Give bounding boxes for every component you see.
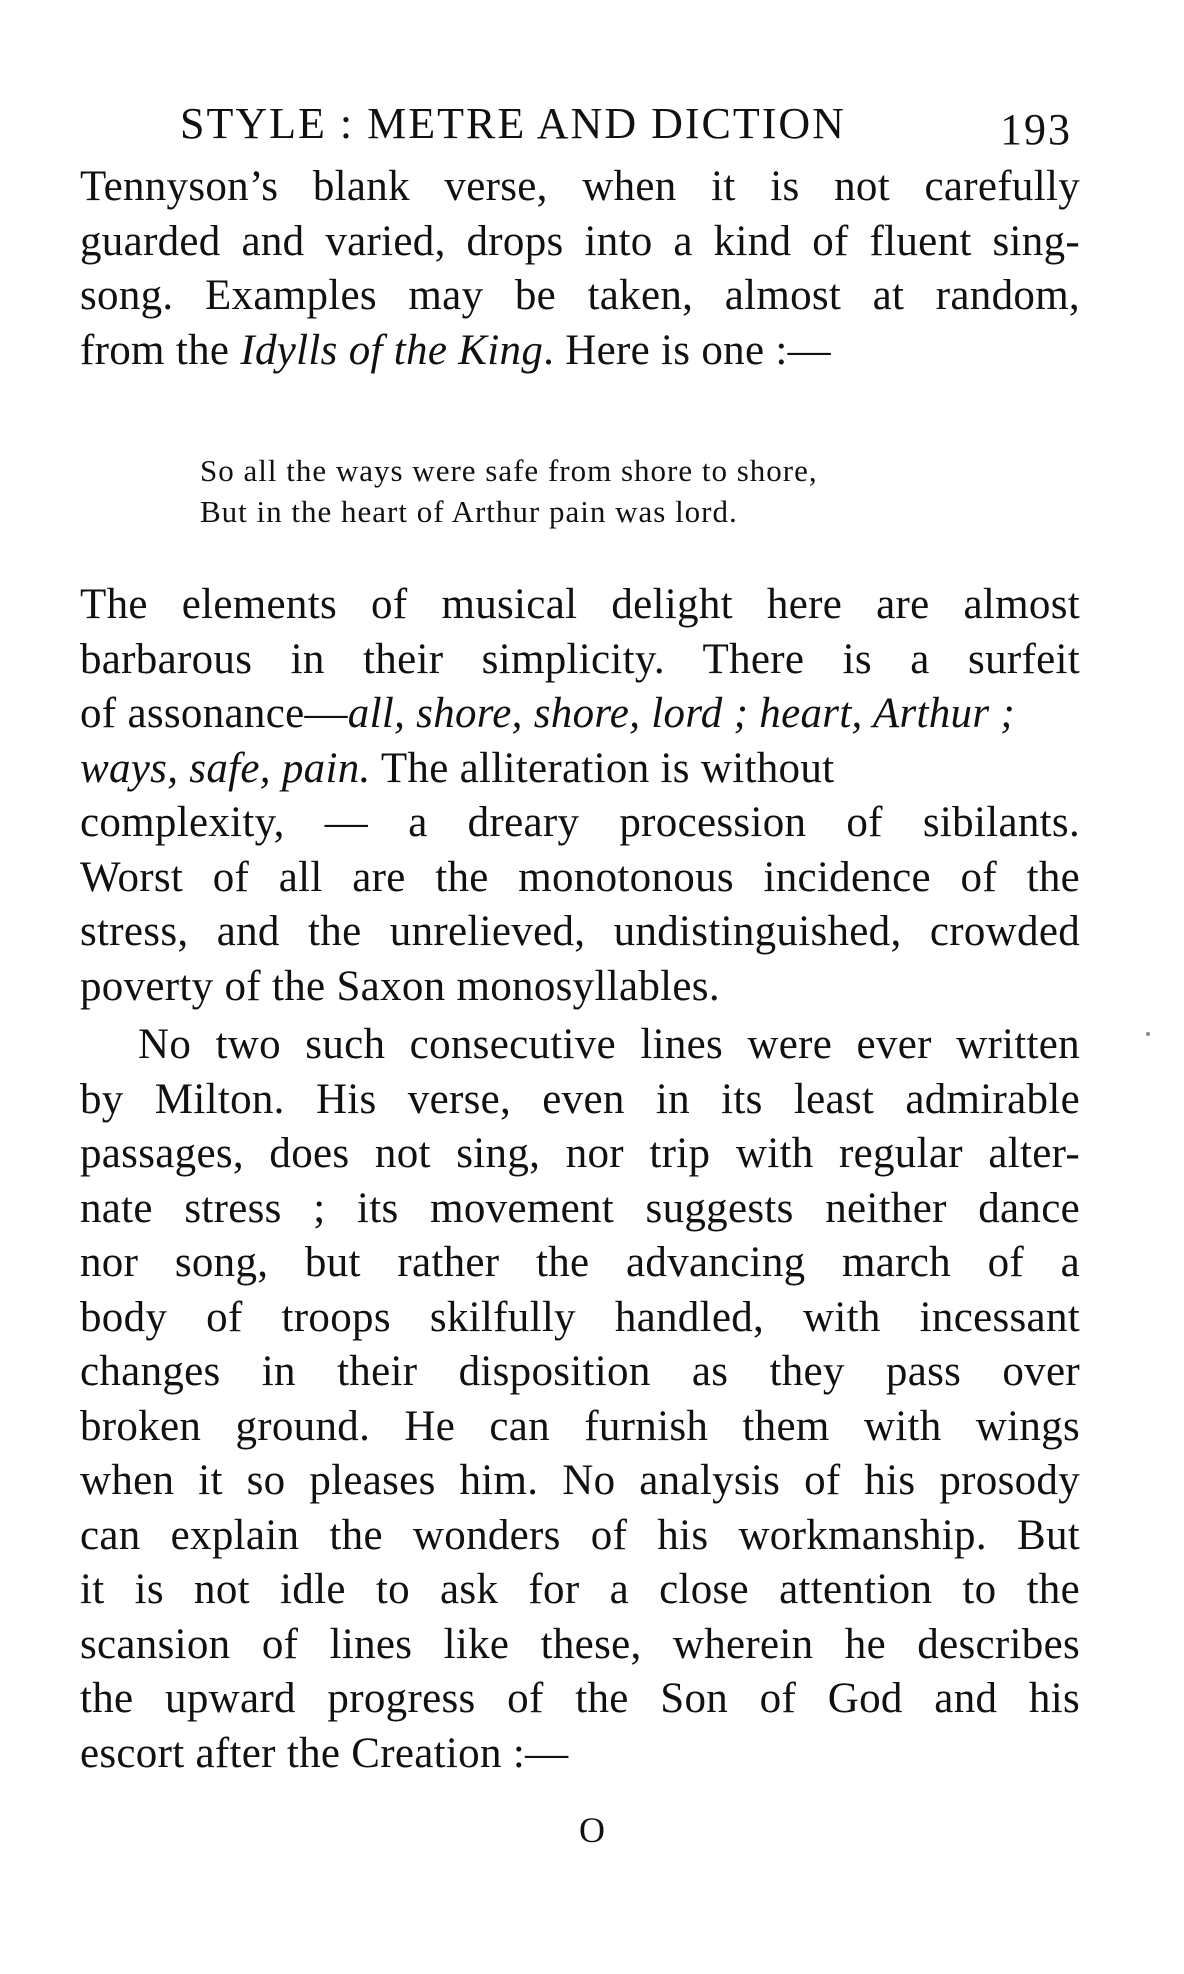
paragraph-analysis [80, 578, 1080, 1014]
book-title: Idylls of the King [240, 326, 544, 374]
text-line: complexity, — a dreary procession of sibilants. [80, 799, 1080, 846]
italic-examples: ways, safe, pain. [80, 744, 371, 792]
text-line: when it so pleases him. No analysis of his prosody [80, 1457, 1080, 1504]
paragraph-milton [80, 1018, 1080, 1781]
text-line: body of troops skilfully handled, with incessant [80, 1293, 1080, 1341]
italic-examples: all, shore, shore, lord ; heart, Arthur ; [347, 690, 1016, 737]
text-line: poverty of the Saxon monosyllables. [80, 962, 720, 1010]
text-line: Worst of all are the monotonous incidence of the [80, 853, 1080, 901]
text-line: changes in their disposition as they pass over [80, 1348, 1080, 1395]
text-line: The elements of musical delight here are almost [80, 581, 1080, 628]
text-line [80, 687, 1080, 742]
text-line: the upward progress of the Son of God and his [80, 1675, 1080, 1722]
text-line: barbarous in their simplicity. There is a surfeit [80, 635, 1080, 683]
text-line: can explain the wonders of his workmanship. But [80, 1511, 1080, 1559]
text-line [80, 742, 1080, 797]
running-head: STYLE : METRE AND DICTION [180, 99, 846, 148]
text-line: passages, does not sing, nor trip with regular alter- [80, 1130, 1080, 1177]
text-line: nor song, but rather the advancing march of a [80, 1239, 1080, 1286]
text-line [80, 324, 1080, 379]
paragraph-tennyson [80, 160, 1080, 378]
page-header [180, 94, 1072, 154]
text-fragment: . Here is one :— [543, 326, 831, 374]
text-line: it is not idle to ask for a close attention to the [80, 1566, 1080, 1613]
page-number: 193 [1000, 105, 1072, 154]
text-line: by Milton. His verse, even in its least admirable [80, 1075, 1080, 1123]
text-line: guarded and varied, drops into a kind of fluent sing- [80, 217, 1080, 265]
print-speck [1146, 1032, 1150, 1036]
verse-line: So all the ways were safe from shore to shore, [200, 453, 818, 488]
text-line: Tennyson’s blank verse, when it is not carefully [80, 163, 1080, 210]
text-line: stress, and the unrelieved, undistinguished, crowded [80, 908, 1080, 955]
text-line: nate stress ; its movement suggests neither dance [80, 1184, 1080, 1232]
text-line: escort after the Creation :— [80, 1729, 569, 1777]
text-line: scansion of lines like these, wherein he describes [80, 1620, 1080, 1668]
signature-mark: O [579, 1810, 605, 1850]
verse-quotation [200, 450, 960, 532]
text-line: No two such consecutive lines were ever written [138, 1021, 1080, 1068]
text-fragment: from the [80, 326, 241, 374]
text-fragment: The alliteration is without [370, 744, 835, 792]
text-line: song. Examples may be taken, almost at random, [80, 272, 1080, 319]
text-fragment: of assonance— [80, 690, 348, 737]
verse-line: But in the heart of Arthur pain was lord. [200, 494, 738, 529]
text-line: broken ground. He can furnish them with wings [80, 1402, 1080, 1450]
